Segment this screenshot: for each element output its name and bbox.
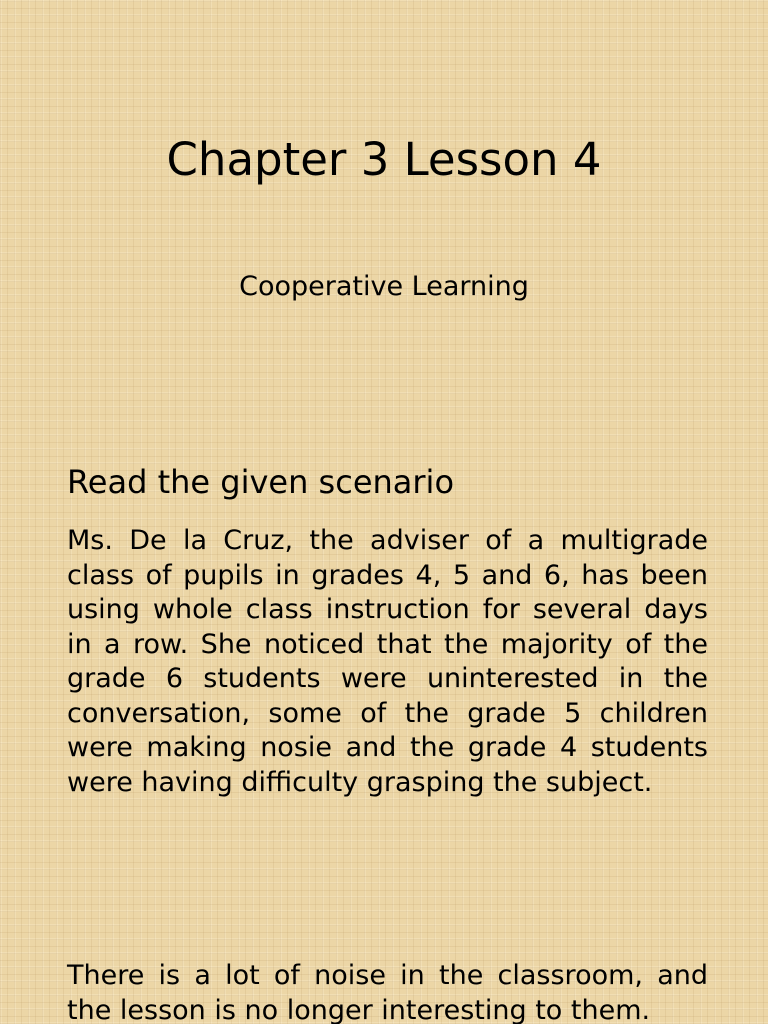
title-slide (0, 0, 768, 420)
slide-subtitle: Cooperative Learning (239, 271, 529, 302)
content-slide (0, 440, 768, 1024)
slide-title: Chapter 3 Lesson 4 (166, 133, 602, 186)
section-heading: Read the given scenario (67, 463, 455, 501)
scenario-paragraph: Ms. De la Cruz, the adviser of a multigrade class of pupils in grades 4, 5 and 6, has been using whole class instruction for several days in a row. She noticed that the majority of the grade 6 students were uninterested in the conversation, some of the grade 5 children were making nosie and the grade 4 students were having difficulty grasping the subject. (67, 525, 708, 798)
followup-paragraph: There is a lot of noise in the classroom, and the lesson is no longer interesting to them. (67, 960, 708, 1024)
